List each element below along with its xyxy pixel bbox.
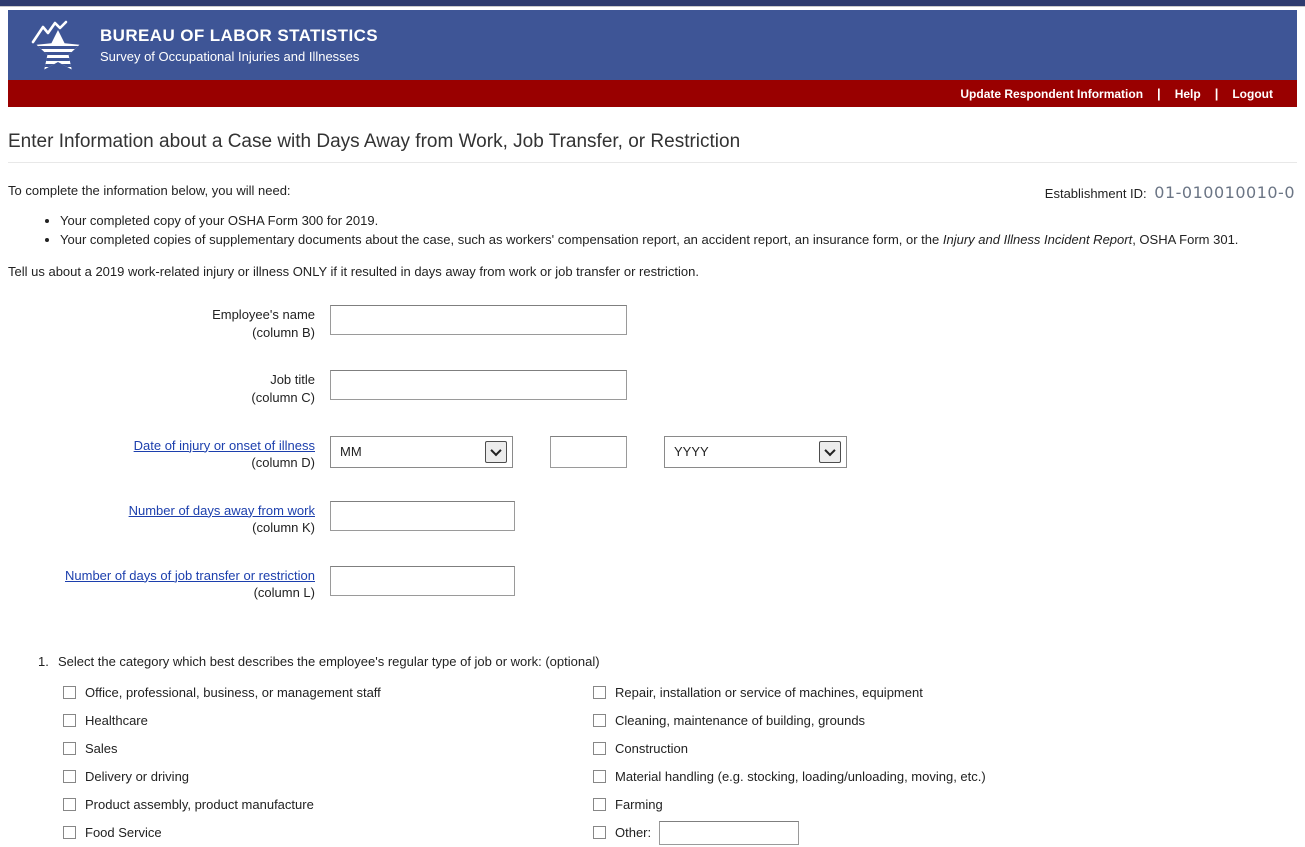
option-label: Food Service <box>85 825 162 841</box>
page-title: Enter Information about a Case with Days Away from Work, Job Transfer, or Restriction <box>8 107 1297 163</box>
help-link[interactable]: Help <box>1174 86 1201 101</box>
option-sales <box>63 735 593 763</box>
question-1 <box>38 654 1297 669</box>
agency-name: BUREAU OF LABOR STATISTICS <box>100 26 378 45</box>
column-ref: (column B) <box>252 324 315 340</box>
other-label: Other: <box>615 825 652 841</box>
option-product-assembly <box>63 791 593 819</box>
option-label: Farming <box>615 797 663 813</box>
column-ref: (column K) <box>252 520 315 536</box>
job-title-row <box>8 370 1297 406</box>
days-away-label <box>8 501 330 537</box>
update-respondent-link[interactable]: Update Respondent Information <box>960 86 1144 101</box>
requirements-list <box>60 212 1297 248</box>
option-label: Repair, installation or service of machines, equipment <box>615 685 923 701</box>
option-label: Cleaning, maintenance of building, grounds <box>615 713 866 729</box>
injury-date-label <box>8 436 330 472</box>
logout-link[interactable]: Logout <box>1232 86 1273 101</box>
question-text: Select the category which best describes the employee's regular type of job or work: (optional) <box>58 653 600 669</box>
option-label: Construction <box>615 741 688 757</box>
column-ref: (column C) <box>251 389 315 405</box>
option-label: Sales <box>85 741 118 757</box>
day-input[interactable] <box>550 436 627 468</box>
option-label: Healthcare <box>85 713 148 729</box>
option-label: Delivery or driving <box>85 769 190 785</box>
days-away-row <box>8 501 1297 537</box>
employee-name-label <box>8 305 330 341</box>
days-transfer-input[interactable] <box>330 566 515 596</box>
healthcare-checkbox[interactable] <box>63 714 76 727</box>
employee-name-row <box>8 305 1297 341</box>
option-construction <box>593 735 986 763</box>
employee-name-input[interactable] <box>330 305 627 335</box>
option-delivery <box>63 763 593 791</box>
list-item: • Your completed copy of your OSHA Form 300 for 2019. <box>60 212 1297 229</box>
bullet2-italic: Injury and Illness Incident Report <box>942 232 1133 248</box>
month-select[interactable] <box>330 436 513 468</box>
list-item <box>60 231 1297 248</box>
utility-nav-bar <box>8 80 1297 107</box>
construction-checkbox[interactable] <box>593 742 606 755</box>
column-ref: (column D) <box>251 455 315 471</box>
establishment-id-label: Establishment ID: <box>1044 186 1147 201</box>
job-title-label <box>8 370 330 406</box>
bullet2-pre: Your completed copies of supplementary documents about the case, such as workers' compensation report, an accident report, an insurance form, or the <box>60 232 943 248</box>
bls-header-banner <box>8 10 1297 80</box>
year-select[interactable] <box>664 436 847 468</box>
farming-checkbox[interactable] <box>593 798 606 811</box>
option-cleaning <box>593 707 986 735</box>
option-other <box>593 819 986 847</box>
chevron-down-icon <box>819 441 841 463</box>
cleaning-checkbox[interactable] <box>593 714 606 727</box>
days-away-input[interactable] <box>330 501 515 531</box>
injury-date-row <box>8 436 1297 472</box>
establishment-id-group <box>1045 183 1297 202</box>
office-checkbox[interactable] <box>63 686 76 699</box>
field-label-text: Job title <box>270 372 315 388</box>
survey-subtitle: Survey of Occupational Injuries and Illnesses <box>100 49 360 64</box>
option-label: Material handling (e.g. stocking, loading/unloading, moving, etc.) <box>615 769 986 785</box>
option-label: Product assembly, product manufacture <box>85 797 314 813</box>
top-navy-strip <box>0 0 1305 7</box>
option-food-service <box>63 819 593 847</box>
option-material-handling <box>593 763 986 791</box>
injury-date-help-link[interactable]: Date of injury or onset of illness <box>133 437 315 453</box>
bullet2-post: , OSHA Form 301. <box>1132 232 1239 248</box>
sales-checkbox[interactable] <box>63 742 76 755</box>
delivery-checkbox[interactable] <box>63 770 76 783</box>
days-transfer-row <box>8 566 1297 602</box>
intro-text: To complete the information below, you will need: <box>8 183 291 198</box>
other-input[interactable] <box>659 821 799 845</box>
job-category-options <box>8 679 1297 847</box>
other-checkbox[interactable] <box>593 826 606 839</box>
establishment-id-value: 01-010010010-0 <box>1154 183 1295 202</box>
question-number: 1. <box>38 653 49 669</box>
option-office <box>63 679 593 707</box>
food-service-checkbox[interactable] <box>63 826 76 839</box>
option-repair <box>593 679 986 707</box>
year-select-value: YYYY <box>674 444 709 459</box>
option-label: Office, professional, business, or management staff <box>85 685 381 701</box>
field-label-text: Employee's name <box>212 307 315 323</box>
chevron-down-icon <box>485 441 507 463</box>
option-healthcare <box>63 707 593 735</box>
nav-separator: | <box>1157 86 1161 101</box>
repair-checkbox[interactable] <box>593 686 606 699</box>
days-transfer-label <box>8 566 330 602</box>
days-away-help-link[interactable]: Number of days away from work <box>128 502 315 518</box>
option-farming <box>593 791 986 819</box>
column-ref: (column L) <box>253 585 315 601</box>
instruction-text: Tell us about a 2019 work-related injury or illness ONLY if it resulted in days away from work or job transfer or restriction. <box>8 264 699 280</box>
bls-logo <box>30 19 86 71</box>
nav-separator: | <box>1214 86 1219 101</box>
month-select-value: MM <box>340 444 362 459</box>
job-title-input[interactable] <box>330 370 627 400</box>
days-transfer-help-link[interactable]: Number of days of job transfer or restriction <box>65 567 315 583</box>
material-handling-checkbox[interactable] <box>593 770 606 783</box>
product-assembly-checkbox[interactable] <box>63 798 76 811</box>
